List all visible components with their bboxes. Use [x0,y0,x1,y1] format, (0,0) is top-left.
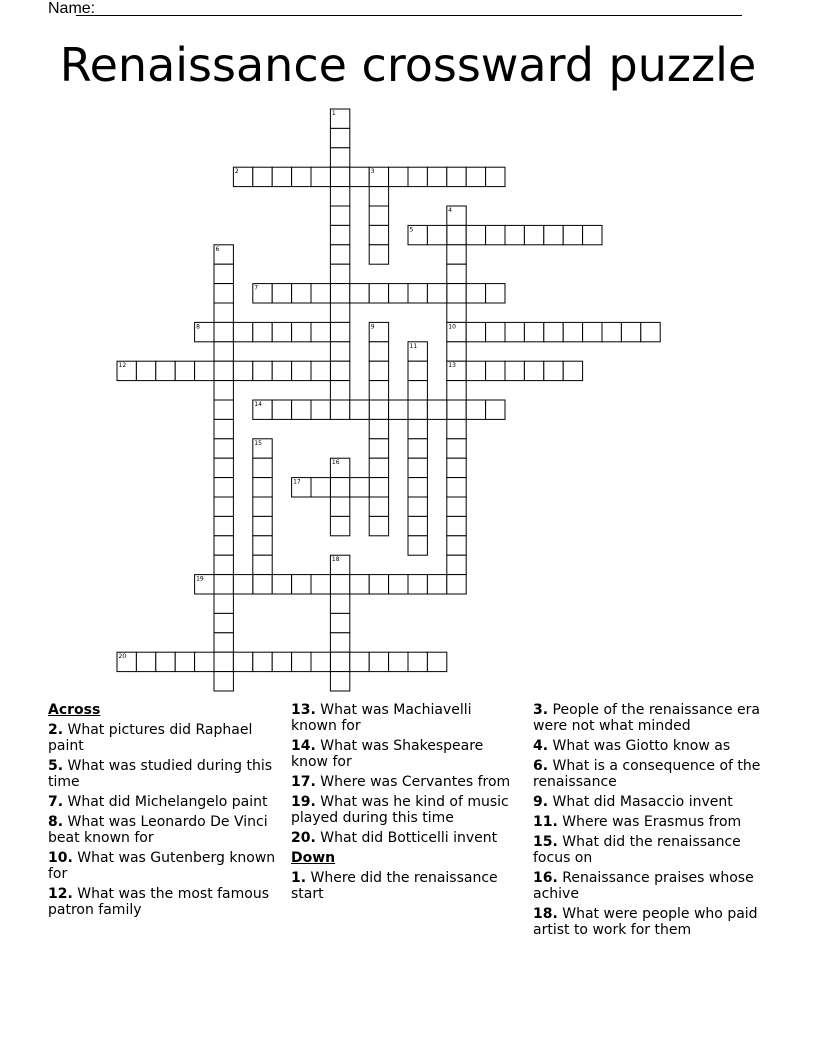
cell-number: 13 [448,362,456,370]
grid-cell[interactable] [195,652,214,671]
clue-item [291,830,519,846]
cell-number: 7 [254,284,259,292]
grid-cell[interactable] [447,264,466,283]
grid-cell[interactable] [447,497,466,516]
grid-cell[interactable] [253,652,272,671]
clue-text: People of the renaissance era were not what minded [533,702,760,734]
grid-cell[interactable] [253,555,272,574]
grid-cell[interactable] [350,400,369,419]
grid-cell[interactable] [292,167,311,186]
cell-number: 1 [331,110,336,117]
clue-number: 3. [533,702,549,718]
grid-cell[interactable] [408,652,427,671]
grid-cell[interactable] [583,322,602,341]
grid-cell[interactable] [466,361,485,380]
grid-cell[interactable] [136,361,155,380]
grid-cell[interactable] [408,536,427,555]
grid-cell[interactable] [214,478,233,497]
clue-section-heading: Across [48,702,101,718]
grid-cell[interactable] [214,497,233,516]
grid-cell[interactable] [292,575,311,594]
grid-cell[interactable] [408,458,427,477]
cell-number: 11 [409,342,418,350]
grid-cell[interactable] [427,652,446,671]
clue-number: 12. [48,886,73,902]
clue-item [48,886,276,918]
clue-text: What was Machiavelli known for [291,702,472,734]
clue-number: 2. [48,722,64,738]
grid-cell[interactable] [330,284,349,303]
grid-cell[interactable] [369,497,388,516]
grid-cell[interactable] [330,167,349,186]
name-label: Name: [48,0,96,17]
grid-cell[interactable] [524,322,543,341]
grid-cell[interactable] [330,187,349,206]
clue-item [533,794,761,810]
clue-number: 16. [533,870,558,886]
grid-cell[interactable] [524,361,543,380]
grid-cell[interactable] [369,245,388,264]
grid-cell[interactable] [253,497,272,516]
grid-cell[interactable] [330,225,349,244]
clue-text: Where did the renaissance start [291,870,498,902]
grid-cell[interactable] [330,613,349,632]
clue-number: 7. [48,794,64,810]
clue-number: 19. [291,794,316,810]
grid-cell[interactable] [214,555,233,574]
cell-number: 20 [118,653,127,661]
grid-cell[interactable] [466,400,485,419]
grid-cell[interactable] [389,575,408,594]
grid-cell[interactable] [330,303,349,322]
grid-cell[interactable] [214,284,233,303]
grid-cell[interactable] [583,225,602,244]
clue-text: What did Botticelli invent [315,830,498,846]
clue-item [533,906,761,938]
cell-number: 6 [215,245,220,253]
grid-cell[interactable] [447,575,466,594]
grid-cell[interactable] [563,322,582,341]
grid-cell[interactable] [369,284,388,303]
grid-cell[interactable] [408,284,427,303]
grid-cell[interactable] [369,361,388,380]
grid-cell[interactable] [466,167,485,186]
grid-cell[interactable] [369,400,388,419]
grid-cell[interactable] [602,322,621,341]
grid-cell[interactable] [408,478,427,497]
grid-cell[interactable] [330,342,349,361]
grid-cell[interactable] [330,322,349,341]
grid-cell[interactable] [486,322,505,341]
grid-cell[interactable] [214,458,233,477]
grid-cell[interactable] [311,361,330,380]
grid-cell[interactable] [214,672,233,691]
grid-cell[interactable] [311,575,330,594]
clue-text: What did Masaccio invent [548,794,733,810]
clue-item [291,702,519,734]
grid-cell[interactable] [544,361,563,380]
grid-cell[interactable] [330,381,349,400]
grid-cell[interactable] [175,652,194,671]
clue-number: 5. [48,758,64,774]
grid-cell[interactable] [214,536,233,555]
grid-cell[interactable] [292,361,311,380]
grid-cell[interactable] [330,206,349,225]
page-title: Renaissance crossward puzzle [59,38,757,92]
clue-number: 15. [533,834,558,850]
grid-cell[interactable] [389,652,408,671]
grid-cell[interactable] [447,381,466,400]
grid-cell[interactable] [486,400,505,419]
clue-item [291,870,519,902]
clue-item [533,738,761,754]
grid-cell[interactable] [369,342,388,361]
grid-cell[interactable] [524,225,543,244]
grid-cell[interactable] [136,652,155,671]
grid-cell[interactable] [447,400,466,419]
grid-cell[interactable] [466,322,485,341]
grid-cell[interactable] [466,225,485,244]
grid-cell[interactable] [214,303,233,322]
grid-cell[interactable] [486,284,505,303]
grid-cell[interactable] [292,284,311,303]
grid-cell[interactable] [214,516,233,535]
clue-number: 9. [533,794,549,810]
grid-cell[interactable] [330,575,349,594]
clue-item [533,870,761,902]
grid-cell[interactable] [505,322,524,341]
grid-cell[interactable] [214,594,233,613]
clue-number: 18. [533,906,558,922]
grid-cell[interactable] [505,361,524,380]
grid-cell[interactable] [369,478,388,497]
grid-cell[interactable] [330,478,349,497]
cell-number: 17 [293,478,301,486]
grid-cell[interactable] [214,652,233,671]
cell-number: 10 [448,323,456,331]
clue-number: 10. [48,850,73,866]
clue-number: 17. [291,774,316,790]
grid-cell[interactable] [311,652,330,671]
clue-text: What was Shakespeare know for [291,738,484,770]
grid-cell[interactable] [330,497,349,516]
cell-number: 19 [196,575,204,583]
grid-cell[interactable] [544,322,563,341]
grid-cell[interactable] [350,652,369,671]
clue-section-heading: Down [291,850,336,866]
grid-cell[interactable] [253,361,272,380]
grid-cell[interactable] [330,633,349,652]
grid-cell[interactable] [350,575,369,594]
grid-cell[interactable] [214,342,233,361]
grid-cell[interactable] [214,419,233,438]
grid-cell[interactable] [408,419,427,438]
grid-cell[interactable] [427,167,446,186]
grid-cell[interactable] [408,516,427,535]
grid-cell[interactable] [369,187,388,206]
grid-cell[interactable] [253,458,272,477]
grid-cell[interactable] [330,245,349,264]
grid-cell[interactable] [233,322,252,341]
clue-number: 13. [291,702,316,718]
grid-cell[interactable] [272,400,291,419]
grid-cell[interactable] [369,206,388,225]
grid-cell[interactable] [486,167,505,186]
grid-cell[interactable] [408,167,427,186]
clue-number: 11. [533,814,558,830]
grid-cell[interactable] [408,400,427,419]
grid-cell[interactable] [272,575,291,594]
grid-cell[interactable] [253,575,272,594]
clue-text: What is a consequence of the renaissance [533,758,761,790]
grid-cell[interactable] [369,381,388,400]
grid-cell[interactable] [369,652,388,671]
grid-cell[interactable] [292,652,311,671]
clue-item [533,702,761,734]
clues-column-1 [48,702,276,922]
grid-cell[interactable] [408,439,427,458]
grid-cell[interactable] [156,361,175,380]
grid-cell[interactable] [272,322,291,341]
clue-number: 6. [533,758,549,774]
clue-text: What were people who paid artist to work for them [533,906,758,938]
grid-cell[interactable] [350,284,369,303]
grid-cell[interactable] [214,322,233,341]
grid-cell[interactable] [447,342,466,361]
grid-cell[interactable] [447,458,466,477]
grid-cell[interactable] [563,225,582,244]
grid-cell[interactable] [330,652,349,671]
grid-cell[interactable] [389,284,408,303]
cell-number: 14 [254,401,262,408]
clues-column-3 [533,702,761,942]
cell-number: 8 [196,323,200,331]
grid-cell[interactable] [408,381,427,400]
grid-cell[interactable] [214,264,233,283]
cell-number: 15 [254,439,262,447]
clue-text: Where was Erasmus from [557,814,742,830]
clue-item [291,794,519,826]
grid-cell[interactable] [253,536,272,555]
grid-cell[interactable] [156,652,175,671]
grid-cell[interactable] [214,381,233,400]
grid-cell[interactable] [447,167,466,186]
grid-cell[interactable] [330,400,349,419]
grid-cell[interactable] [311,400,330,419]
cell-number: 3 [370,168,375,176]
grid-cell[interactable] [253,167,272,186]
grid-cell[interactable] [486,225,505,244]
clue-item [48,850,276,882]
grid-cell[interactable] [389,400,408,419]
clue-number: 4. [533,738,549,754]
clue-number: 14. [291,738,316,754]
clue-item [48,814,276,846]
clue-item [291,774,519,790]
grid-cell[interactable] [214,400,233,419]
cell-number: 4 [448,207,453,214]
cell-number: 9 [370,323,375,331]
grid-cell[interactable] [330,516,349,535]
grid-cell[interactable] [369,575,388,594]
grid-cell[interactable] [369,439,388,458]
grid-cell[interactable] [272,167,291,186]
grid-cell[interactable] [214,439,233,458]
grid-cell[interactable] [292,322,311,341]
grid-cell[interactable] [233,361,252,380]
clue-number: 8. [48,814,64,830]
grid-cell[interactable] [447,419,466,438]
cell-number: 5 [409,226,414,234]
grid-cell[interactable] [253,516,272,535]
cell-number: 18 [331,556,340,564]
grid-cell[interactable] [466,284,485,303]
grid-cell[interactable] [330,128,349,147]
grid-cell[interactable] [447,303,466,322]
clue-text: What was he kind of music played during this time [291,794,509,826]
clue-text: What did Michelangelo paint [63,794,268,810]
clue-item [533,758,761,790]
cell-number: 16 [331,459,340,467]
grid-cell[interactable] [486,361,505,380]
clue-number: 20. [291,830,316,846]
grid-cell[interactable] [253,478,272,497]
grid-cell[interactable] [621,322,640,341]
grid-cell[interactable] [447,555,466,574]
grid-cell[interactable] [447,284,466,303]
grid-cell[interactable] [330,361,349,380]
grid-cell[interactable] [369,516,388,535]
grid-cell[interactable] [447,536,466,555]
grid-cell[interactable] [272,361,291,380]
grid-cell[interactable] [563,361,582,380]
grid-cell[interactable] [641,322,660,341]
grid-cell[interactable] [544,225,563,244]
grid-cell[interactable] [330,264,349,283]
grid-cell[interactable] [175,361,194,380]
grid-cell[interactable] [233,652,252,671]
clue-item [291,738,519,770]
grid-cell[interactable] [214,613,233,632]
grid-cell[interactable] [214,575,233,594]
grid-cell[interactable] [427,400,446,419]
grid-cell[interactable] [427,575,446,594]
clue-text: Where was Cervantes from [315,774,511,790]
grid-cell[interactable] [427,284,446,303]
grid-cell[interactable] [350,167,369,186]
clue-text: What was Leonardo De Vinci beat known for [48,814,268,846]
grid-cell[interactable] [447,245,466,264]
grid-cell[interactable] [447,439,466,458]
grid-cell[interactable] [214,361,233,380]
grid-cell[interactable] [447,516,466,535]
grid-cell[interactable] [272,652,291,671]
grid-cell[interactable] [427,225,446,244]
grid-cell[interactable] [214,633,233,652]
grid-cell[interactable] [408,575,427,594]
clue-text: What pictures did Raphael paint [48,722,253,754]
clue-text: What was the most famous patron family [48,886,270,918]
grid-cell[interactable] [330,672,349,691]
cell-number: 2 [234,168,239,176]
grid-cell[interactable] [311,322,330,341]
clue-text: What did the renaissance focus on [533,834,741,866]
grid-cell[interactable] [195,361,214,380]
grid-cell[interactable] [447,225,466,244]
clues-column-2 [291,702,519,906]
clue-item [48,722,276,754]
grid-cell[interactable] [330,148,349,167]
clue-item [533,834,761,866]
grid-cell[interactable] [369,225,388,244]
grid-cell[interactable] [505,225,524,244]
clue-number: 1. [291,870,307,886]
grid-cell[interactable] [253,322,272,341]
grid-cell[interactable] [233,575,252,594]
grid-cell[interactable] [272,284,291,303]
clue-text: What was Giotto know as [548,738,731,754]
grid-cell[interactable] [311,284,330,303]
clue-item [48,794,276,810]
grid-cell[interactable] [292,400,311,419]
grid-cell[interactable] [389,167,408,186]
grid-cell[interactable] [408,361,427,380]
clue-item [533,814,761,830]
clue-text: What was studied during this time [48,758,273,790]
grid-cell[interactable] [447,478,466,497]
cell-number: 12 [118,362,127,370]
grid-cell[interactable] [369,458,388,477]
grid-cell[interactable] [350,478,369,497]
grid-cell[interactable] [408,497,427,516]
clue-item [48,758,276,790]
grid-cell[interactable] [369,419,388,438]
grid-cell[interactable] [311,167,330,186]
grid-cell[interactable] [330,594,349,613]
grid-cell[interactable] [311,478,330,497]
clue-text: Renaissance praises whose achive [533,870,754,902]
clue-text: What was Gutenberg known for [48,850,276,882]
